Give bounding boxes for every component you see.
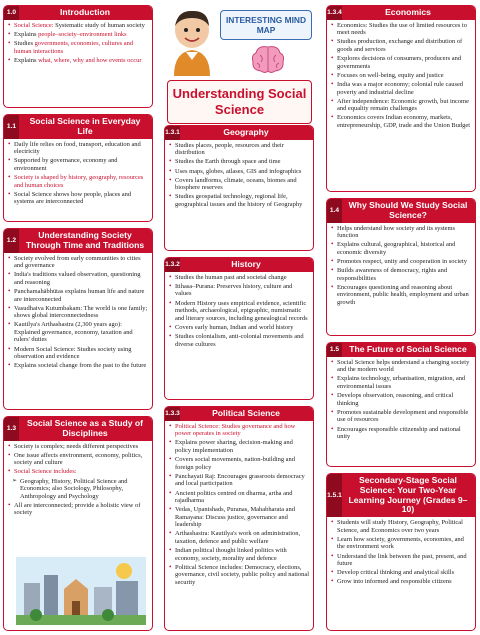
list-item: • Develop critical thinking and analytical skills xyxy=(330,569,472,577)
section-number: 1.5.1 xyxy=(327,474,342,517)
card-title: Economics xyxy=(385,7,431,17)
list-item: • Uses maps, globes, atlases, GIS and infographics xyxy=(168,168,310,176)
list-item: • Explains societal change from the past to the future xyxy=(7,362,149,370)
card-disciplines xyxy=(3,416,153,631)
list-item: • Economics: Studies the use of limited resources to meet needs xyxy=(330,22,472,37)
list-item: • Panchamahābhūtas explains human life and nature are interconnected xyxy=(7,288,149,303)
card-introduction xyxy=(3,5,153,108)
card-title: Social Science as a Study of Disciplines xyxy=(26,418,144,438)
section-number: 1.1 xyxy=(4,115,19,139)
economics-list xyxy=(327,20,475,132)
list-item: • Encourages questioning and reasoning about environment, public health, employment and urban growth xyxy=(330,284,472,307)
list-item: • Studies colonialism, anti-colonial movements and diverse cultures xyxy=(168,333,310,348)
card-header xyxy=(4,115,152,139)
mind-map-banner xyxy=(220,10,312,40)
list-item: • Political Science: Studies governance and how power operates in society xyxy=(168,423,310,438)
item-text: Explains xyxy=(14,30,39,38)
list-item xyxy=(7,22,149,30)
list-item: • Studies the Earth through space and time xyxy=(168,158,310,166)
section-number: 1.0 xyxy=(4,6,19,20)
list-item: • Explains cultural, geographical, historical and economic diversity xyxy=(330,241,472,256)
list-item: • Economics covers Indian economy, markets, entrepreneurship, GDP, trade and the Union Budget xyxy=(330,114,472,129)
list-item: • Develops observation, reasoning, and critical thinking xyxy=(330,392,472,407)
list-item: • Vedas, Upanishads, Puranas, Mahabharata and Ramayana: Discuss justice, governance and leadership xyxy=(168,506,310,529)
card-header xyxy=(327,343,475,357)
list-item: • Explains power sharing, decision-making and policy implementation xyxy=(168,439,310,454)
card-future xyxy=(326,342,476,467)
list-item xyxy=(7,57,149,65)
time-traditions-list xyxy=(4,253,152,373)
list-item: • Daily life relies on food, transport, education and electricity xyxy=(7,141,149,156)
item-text: Systematic study of human society xyxy=(55,21,145,29)
card-political-science xyxy=(164,406,314,631)
highlight-text: what, where, why and how events occur xyxy=(38,56,142,64)
card-header xyxy=(4,229,152,253)
section-number: 1.3.4 xyxy=(327,6,342,20)
secondary-list xyxy=(327,517,475,588)
card-header xyxy=(327,474,475,517)
highlight-text: Social Science: xyxy=(14,21,56,29)
list-item: • Studies places, people, resources and their distribution xyxy=(168,142,310,157)
list-item: • Grow into informed and responsible citizens xyxy=(330,578,472,586)
list-item: • Arthashastra: Kautilya's work on administration, taxation, defence and public welfare xyxy=(168,530,310,545)
card-economics xyxy=(326,5,476,192)
list-item: • Society is complex; needs different perspectives xyxy=(7,443,149,451)
item-text: Explains xyxy=(14,56,39,64)
section-number: 1.4 xyxy=(327,199,342,223)
card-title: Secondary-Stage Social Science: Your Two-Year Learning Journey (Grades 9–10) xyxy=(348,475,468,515)
list-item: • India was a major economy; colonial rule caused poverty and industrial decline xyxy=(330,81,472,96)
card-title: The Future of Social Science xyxy=(349,344,467,354)
why-list xyxy=(327,223,475,309)
card-header xyxy=(327,6,475,20)
card-title: History xyxy=(231,259,261,269)
brain-icon xyxy=(250,43,286,75)
card-header xyxy=(4,6,152,20)
card-header xyxy=(165,258,313,272)
history-list xyxy=(165,272,313,351)
section-number: 1.3.2 xyxy=(165,258,180,272)
section-number: 1.3 xyxy=(4,417,19,441)
list-item: • Covers landforms, climate, oceans, biomes and biosphere reserves xyxy=(168,177,310,192)
list-item: • One issue affects environment, economy, politics, society and culture xyxy=(7,452,149,467)
section-number: 1.5 xyxy=(327,343,342,357)
list-item: • Modern History uses empirical evidence, scientific methods, archaeological, epigraphic, numismatic and literary sources, including genealogical records xyxy=(168,300,310,323)
card-time-traditions xyxy=(3,228,153,410)
political-list xyxy=(165,421,313,589)
list-item: • Covers social movements, nation-building and foreign policy xyxy=(168,456,310,471)
list-item: • Helps understand how society and its systems function xyxy=(330,225,472,240)
list-item: • Social Science includes: xyxy=(7,468,149,476)
list-item: • Studies production, exchange and distribution of goods and services xyxy=(330,38,472,53)
card-history xyxy=(164,257,314,400)
list-item: • Builds awareness of democracy, rights and responsibilities xyxy=(330,267,472,282)
list-item: • India's traditions valued observation, questioning and reasoning xyxy=(7,271,149,286)
card-header xyxy=(165,407,313,421)
city-illustration-icon xyxy=(16,557,146,625)
list-item: • After independence: Economic growth, but income and equality remain challenges xyxy=(330,98,472,113)
main-title-text: Understanding Social Science xyxy=(172,86,307,117)
list-item: • Explains technology, urbanisation, migration, and environmental issues xyxy=(330,375,472,390)
geography-list xyxy=(165,140,313,211)
list-item: • Explores decisions of consumers, producers and governments xyxy=(330,55,472,70)
card-title: Social Science in Everyday Life xyxy=(29,116,141,136)
list-item: • Learn how society, governments, economies, and the environment work xyxy=(330,536,472,551)
list-item: • Covers early human, Indian and world history xyxy=(168,324,310,332)
list-item: • All are interconnected; provide a holistic view of society xyxy=(7,502,149,517)
title-area xyxy=(164,4,314,128)
card-title: Understanding Society Through Time and Traditions xyxy=(25,230,145,250)
card-header xyxy=(4,417,152,441)
list-item: • Indian political thought linked politics with economy, society, morality and defence xyxy=(168,547,310,562)
intro-list xyxy=(4,20,152,67)
highlight-text: people–society–environment links xyxy=(38,30,127,38)
card-secondary-stage xyxy=(326,473,476,631)
list-item: • Kautilya's Arthashastra (2,300 years ago): Explained governance, economy, taxation and rulers' duties xyxy=(7,321,149,344)
card-title: Political Science xyxy=(212,408,280,418)
card-geography xyxy=(164,125,314,251)
list-item xyxy=(7,40,149,55)
list-item: • Vasudhaiva Kutumbakam: The world is one family; shows global interconnectedness xyxy=(7,305,149,320)
card-title: Why Should We Study Social Science? xyxy=(348,200,468,220)
card-title: Geography xyxy=(223,127,269,137)
list-item: • Social Science shows how people, places and systems are interconnected xyxy=(7,191,149,206)
main-title xyxy=(167,80,312,124)
card-header xyxy=(165,126,313,140)
card-everyday-life xyxy=(3,114,153,222)
list-item: • Society evolved from early communities to cities and governance xyxy=(7,255,149,270)
list-item: • Modern Social Science: Studies society using observation and evidence xyxy=(7,346,149,361)
section-number: 1.3.1 xyxy=(165,126,180,140)
list-item: • Itihasa–Purana: Preserves history, culture and values xyxy=(168,283,310,298)
list-item: • Focuses on well-being, equity and justice xyxy=(330,72,472,80)
highlight-text: governments, economies, cultures and human interactions xyxy=(14,40,134,55)
list-item: • Society is shaped by history, geography, resources and human choices xyxy=(7,174,149,189)
list-item: • Students will study History, Geography, Political Science, and Economics over two years xyxy=(330,519,472,534)
list-item: • Political Science includes: Democracy, elections, governance, civil society, public policy and national security xyxy=(168,564,310,587)
item-text: Studies xyxy=(14,40,35,48)
card-title: Introduction xyxy=(59,7,111,17)
everyday-list xyxy=(4,139,152,209)
list-item: • Supported by governance, economy and environment xyxy=(7,157,149,172)
section-number: 1.2 xyxy=(4,229,19,253)
list-item xyxy=(7,31,149,39)
list-item: • Understand the link between the past, present, and future xyxy=(330,553,472,568)
section-number: 1.3.3 xyxy=(165,407,180,421)
list-item: • Encourages responsible citizenship and national unity xyxy=(330,426,472,441)
future-list xyxy=(327,357,475,443)
list-item: • Studies geospatial technology, regional life, geographical issues and the history of Geography xyxy=(168,193,310,208)
list-item: • Ancient politics centred on dharma, artha and rajadharma xyxy=(168,490,310,505)
list-item: • Studies the human past and societal change xyxy=(168,274,310,282)
list-item: • Panchayati Raj: Encourages grassroots democracy and local participation xyxy=(168,473,310,488)
list-item: • Promotes respect, unity and cooperation in society xyxy=(330,258,472,266)
student-mascot-icon xyxy=(166,6,218,76)
list-subitem: ➢ Geography, History, Political Science and Economics; also Sociology, Philosophy, Anthropology and Psychology xyxy=(7,478,149,501)
card-header xyxy=(327,199,475,223)
disciplines-list xyxy=(4,441,152,520)
list-item: • Social Science helps understand a changing society and the modern world xyxy=(330,359,472,374)
list-item: • Promotes sustainable development and responsible use of resources xyxy=(330,409,472,424)
card-why-study xyxy=(326,198,476,336)
mind-map-label: INTERESTING MIND MAP xyxy=(225,15,307,35)
